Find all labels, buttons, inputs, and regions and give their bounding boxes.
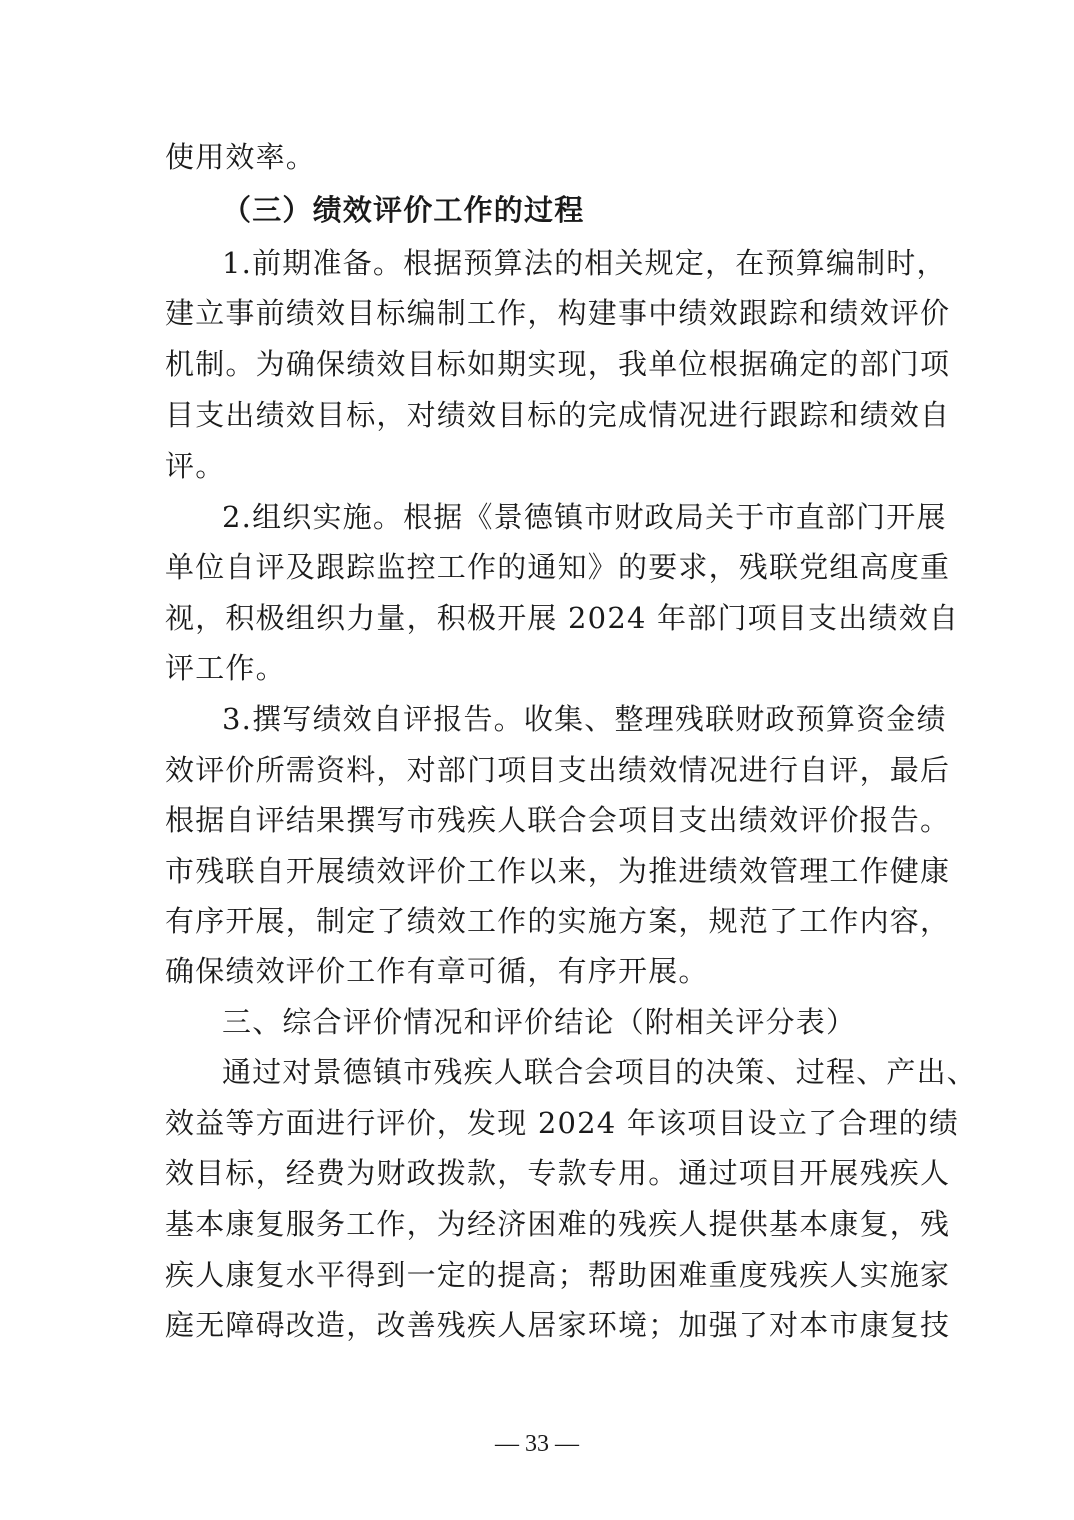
text-line: 有序开展，制定了绩效工作的实施方案，规范了工作内容， [165, 904, 951, 938]
text-line: 效益等方面进行评价，发现 2024 年该项目设立了合理的绩 [165, 1106, 960, 1140]
text-line: 视，积极组织力量，积极开展 2024 年部门项目支出绩效自 [165, 601, 960, 635]
text-line: 目支出绩效目标，对绩效目标的完成情况进行跟踪和绩效自 [165, 398, 951, 432]
section-heading: 三、综合评价情况和评价结论（附相关评分表） [222, 1005, 857, 1039]
text-line: 疾人康复水平得到一定的提高；帮助困难重度残疾人实施家 [165, 1258, 951, 1292]
text-line: 1.前期准备。根据预算法的相关规定，在预算编制时， [222, 246, 947, 280]
text-line: 3.撰写绩效自评报告。收集、整理残联财政预算资金绩 [222, 702, 947, 736]
text-line: 单位自评及跟踪监控工作的通知》的要求，残联党组高度重 [165, 550, 951, 584]
section-heading: （三）绩效评价工作的过程 [222, 193, 585, 227]
text-line: 机制。为确保绩效目标如期实现，我单位根据确定的部门项 [165, 347, 951, 381]
page-number: — 33 — [495, 1431, 579, 1457]
text-line: 通过对景德镇市残疾人联合会项目的决策、过程、产出、 [222, 1055, 978, 1089]
text-line: 使用效率。 [165, 140, 317, 174]
text-line: 市残联自开展绩效评价工作以来，为推进绩效管理工作健康 [165, 854, 951, 888]
text-line: 评。 [165, 449, 226, 483]
text-line: 基本康复服务工作，为经济困难的残疾人提供基本康复，残 [165, 1207, 951, 1241]
text-line: 根据自评结果撰写市残疾人联合会项目支出绩效评价报告。 [165, 803, 951, 837]
text-line: 效评价所需资料，对部门项目支出绩效情况进行自评，最后 [165, 753, 951, 787]
text-line: 建立事前绩效目标编制工作，构建事中绩效跟踪和绩效评价 [165, 296, 951, 330]
text-line: 庭无障碍改造，改善残疾人居家环境；加强了对本市康复技 [165, 1308, 951, 1342]
text-line: 确保绩效评价工作有章可循，有序开展。 [165, 954, 709, 988]
text-line: 评工作。 [165, 651, 286, 685]
text-line: 效目标，经费为财政拨款，专款专用。通过项目开展残疾人 [165, 1156, 951, 1190]
text-line: 2.组织实施。根据《景德镇市财政局关于市直部门开展 [222, 500, 947, 534]
